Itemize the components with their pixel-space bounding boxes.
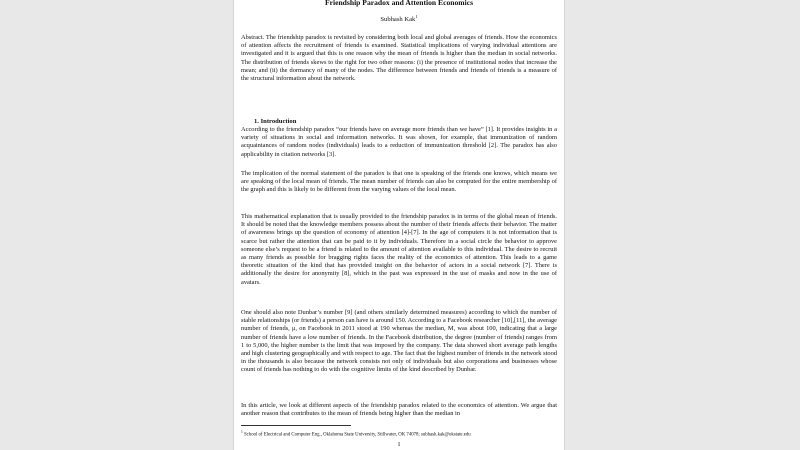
paragraph: This mathematical explanation that is usually provided to the friendship paradox is in terms of the global mean of friends. It should be noted that the knowledge members possess about the number of their friends affects their behavior. The matter of awareness brings up the question of economy of attention [4]-[7]. In the age of computers it is not information that is scarce but rather the attention that can be paid to it by individuals. Therefore in a social circle the behavior to approve someone else’s request to be a friend is related to the amount of attention available to this individual. The desire to recruit as many friends as possible for bragging rights faces the reality of the economics of attention. This leads to a game theoretic situation of the kind that has provided insight on the behavior of actors in a social network [7]. There is additionally the desire for anonymity [8], which in the past was expressed in the use of masks and now in the use of avatars.: [241, 213, 557, 286]
abstract: Abstract. The friendship paradox is revisited by considering both local and global averages of friends. How the economics of attention affects the recruitment of friends is examined. Statistical implications of varying individual attentions are investigated and it is argued that this is one reason why the mean of friends is higher than the median in social networks. The distribution of friends skews to the right for two other reasons: (i) the presence of institutional nodes that increase the mean; and (ii) the dormancy of many of the nodes. The difference between friends and friends of friends is a measure of the structural information about the network.: [241, 34, 557, 83]
paragraph: In this article, we look at different aspects of the friendship paradox related to the economics of attention. We argue that another reason that contributes to the mean of friends being higher than the median in: [241, 402, 557, 418]
document-page: [234, 0, 564, 450]
footnote: [241, 429, 557, 439]
author-name: Subhash Kak: [380, 16, 416, 24]
footnote-divider: [241, 425, 351, 426]
footnote-text: School of Electrical and Computer Eng., Oklahoma State University, Stillwater, OK 74078; subhash.kak@okstate.edu: [244, 432, 471, 438]
paper-title: Friendship Paradox and Attention Economics: [324, 0, 474, 7]
author-footnote-mark: 1: [415, 14, 418, 19]
author-line: [234, 14, 564, 23]
paragraph: One should also note Dunbar’s number [9] (and others similarly determined measures) according to which the number of stable relationships (or friends) a person can have is around 150. According to a Facebook researcher [10],[11], the average number of friends, μ, on Facebook in 2011 stood at 190 whereas the median, M, was about 100, indicating that a large number of friends have a low number of friends. In the Facebook distribution, the degree (number of friends) ranges from 1 to 5,000, the higher number is the limit that was imposed by the company. The data showed short average path lengths and high clustering geographically and with respect to age. The fact that the highest number of friends in the network stood in the thousands is also because the network consists not only of individuals but also corporations and businesses whose count of friends has nothing to do with the cognitive limits of the kind described by Dunbar.: [241, 309, 557, 374]
paragraph: According to the friendship paradox “our friends have on average more friends than we have” [1]. It provides insights in a variety of situations in social and information networks. It was shown, for example, that immunization of random acquaintances of random nodes (individuals) leads to a reduction of immunization threshold [2]. The paradox has also applicability in citation networks [3].: [241, 126, 557, 158]
footnote-mark: 1: [241, 430, 243, 434]
page-number: 1: [397, 441, 401, 448]
section-heading-introduction: 1. Introduction: [254, 118, 297, 125]
paragraph: The implication of the normal statement of the paradox is that one is speaking of the friends one knows, which means we are speaking of the local mean of friends. The mean number of friends can also be computed for the entire membership of the graph and this is likely to be different from the varying values of the local mean.: [241, 170, 557, 194]
